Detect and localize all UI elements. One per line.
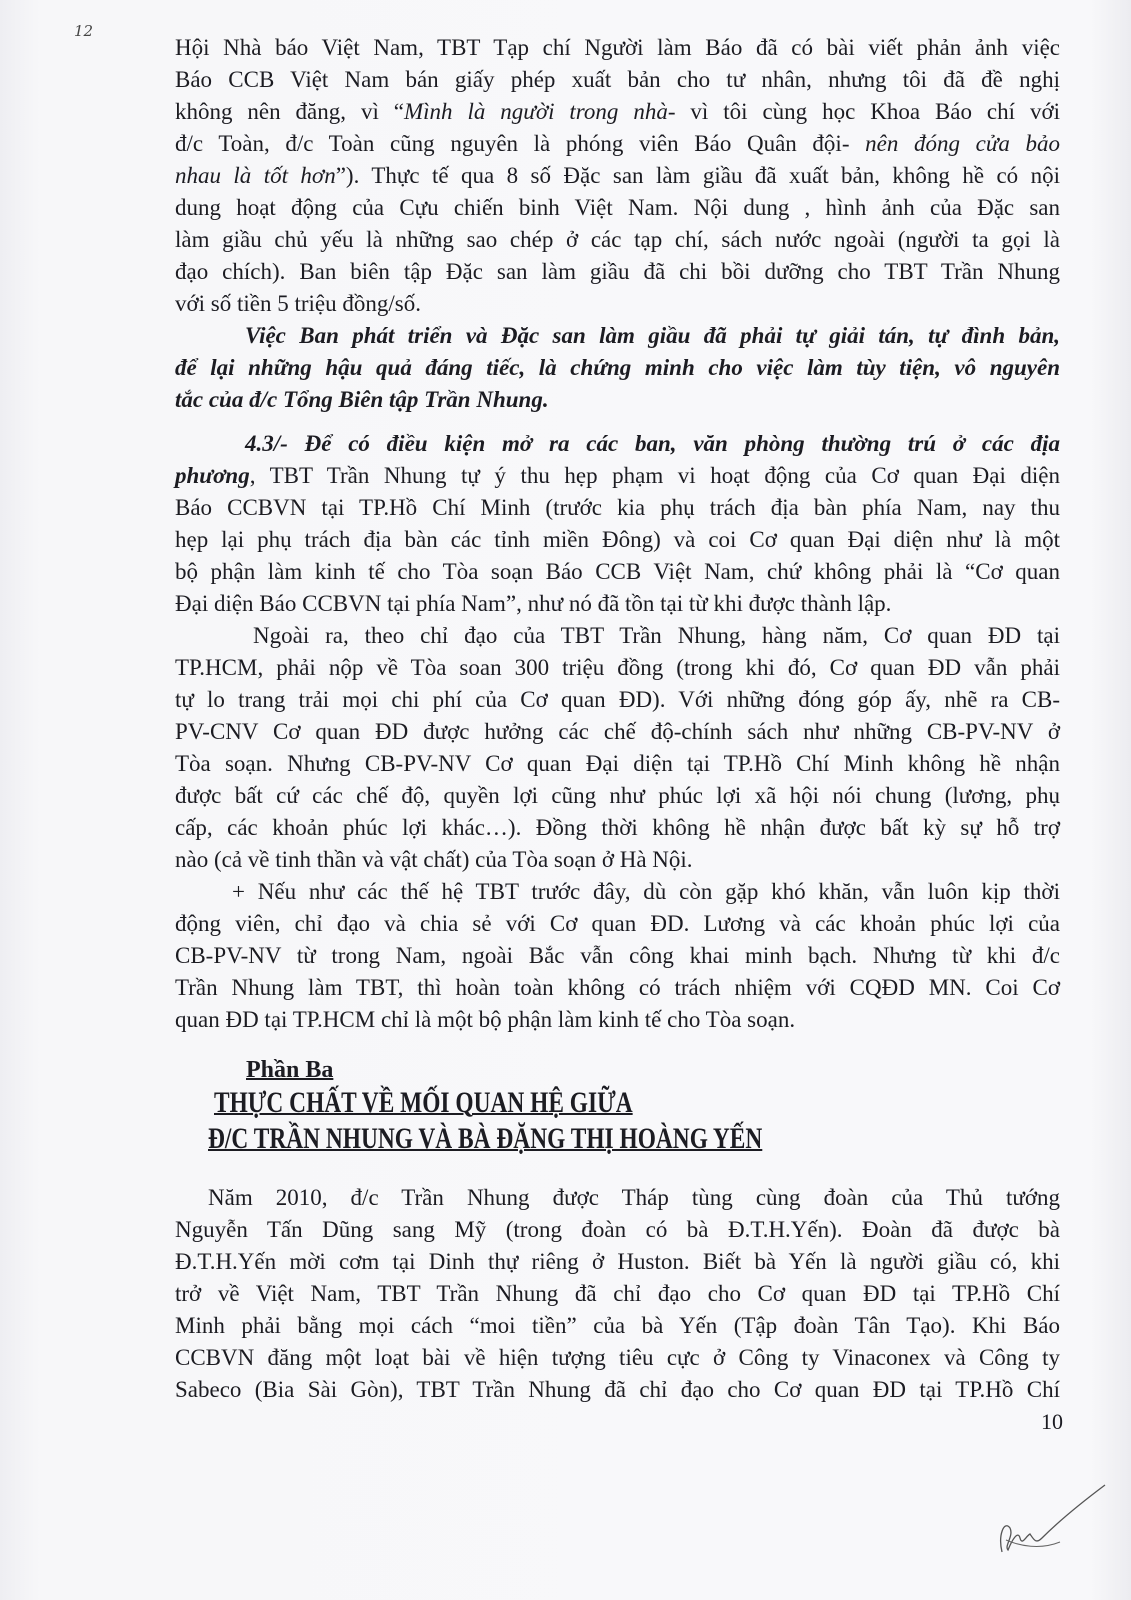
text-segment: - vì tôi cùng học Khoa Báo chí với: [667, 99, 1061, 124]
text-segment: Nguyễn Tấn Dũng sang Mỹ (trong đoàn có bà Đ.T.H.Yến). Đoàn đã được bà: [175, 1217, 1060, 1242]
body-section-4-3: [175, 428, 1060, 1036]
text-line: [175, 96, 1060, 128]
text-line: [175, 128, 1060, 160]
text-line: [175, 288, 1060, 320]
text-line: [175, 320, 1060, 352]
text-segment: không nên đăng, vì “: [175, 99, 404, 124]
handwritten-page-mark: 12: [74, 22, 94, 40]
text-segment: động viên, chỉ đạo và chia sẻ với Cơ quan ĐD. Lương và các khoản phúc lợi của: [175, 911, 1060, 936]
paragraph: [175, 320, 1060, 416]
text-line: [175, 748, 1060, 780]
text-segment: CB-PV-NV từ trong Nam, ngoài Bắc vẫn công khai minh bạch. Nhưng từ khi đ/c: [175, 943, 1060, 968]
text-line: [175, 492, 1060, 524]
text-line: [175, 192, 1060, 224]
text-segment: Trần Nhung làm TBT, thì hoàn toàn không có trách nhiệm với CQĐD MN. Coi Cơ: [175, 975, 1060, 1000]
paragraph: [175, 876, 1060, 1036]
text-line: [175, 524, 1060, 556]
text-segment: Báo CCBVN tại TP.Hồ Chí Minh (trước kia phụ trách địa bàn phía Nam, nay thu: [175, 495, 1060, 520]
text-segment: với số tiền 5 triệu đồng/số.: [175, 291, 421, 316]
text-line: [175, 876, 1060, 908]
text-line: [175, 224, 1060, 256]
text-line: [175, 556, 1060, 588]
text-segment: + Nếu như các thế hệ TBT trước đây, dù còn gặp khó khăn, vẫn luôn kịp thời: [232, 879, 1060, 904]
paragraph: [175, 620, 1060, 876]
part-title-line-2: Đ/C TRẦN NHUNG VÀ BÀ ĐẶNG THỊ HOÀNG YẾN: [208, 1122, 763, 1155]
text-line: [175, 32, 1060, 64]
text-line: [175, 1246, 1060, 1278]
text-segment: dung hoạt động của Cựu chiến binh Việt Nam. Nội dung , hình ảnh của Đặc san: [175, 195, 1060, 220]
emphasized-text: Mình là người trong nhà: [403, 99, 668, 124]
text-segment: hẹp lại phụ trách địa bàn các tỉnh miền Đông) và coi Cơ quan Đại diện như là một: [175, 527, 1060, 552]
text-segment: cấp, các khoản phúc lợi khác…). Đồng thời không hề nhận được bất kỳ sự hỗ trợ: [175, 815, 1060, 840]
text-line: [175, 652, 1060, 684]
text-segment: được bất cứ các chế độ, quyền lợi cũng như phúc lợi xã hội nói chung (lương, phụ: [175, 783, 1060, 808]
text-line: [175, 160, 1060, 192]
text-segment: Đ.T.H.Yến mời cơm tại Dinh thự riêng ở Huston. Biết bà Yến là người giầu có, khi: [175, 1249, 1060, 1274]
text-segment: , TBT Trần Nhung tự ý thu hẹp phạm vi hoạt động của Cơ quan Đại diện: [249, 463, 1060, 488]
text-segment: Hội Nhà báo Việt Nam, TBT Tạp chí Người làm Báo đã có bài viết phản ảnh việc: [175, 35, 1060, 60]
text-line: [175, 812, 1060, 844]
text-segment: Năm 2010, đ/c Trần Nhung được Tháp tùng cùng đoàn của Thủ tướng: [208, 1185, 1060, 1210]
text-segment: quan ĐD tại TP.HCM chỉ là một bộ phận làm kinh tế cho Tòa soạn.: [175, 1007, 796, 1032]
text-line: [175, 1374, 1060, 1406]
emphasized-text: 4.3/- Để có điều kiện mở ra các ban, văn phòng thường trú ở các địa: [245, 431, 1060, 456]
page-number: 10: [1041, 1409, 1063, 1434]
emphasized-text: nên đóng cửa bảo: [865, 131, 1061, 156]
text-segment: CCBVN đăng một loạt bài về hiện tượng tiêu cực ở Công ty Vinaconex và Công ty: [175, 1345, 1060, 1370]
text-line: [175, 428, 1060, 460]
text-segment: ”). Thực tế qua 8 số Đặc san làm giầu đã xuất bản, không hề có nội: [335, 163, 1060, 188]
text-segment: Minh phải bằng mọi cách “moi tiền” của bà Yến (Tập đoàn Tân Tạo). Khi Báo: [175, 1313, 1060, 1338]
text-line: [175, 716, 1060, 748]
text-line: [175, 908, 1060, 940]
text-line: [175, 844, 1060, 876]
text-line: [175, 460, 1060, 492]
text-segment: Sabeco (Bia Sài Gòn), TBT Trần Nhung đã chỉ đạo cho Cơ quan ĐD tại TP.Hồ Chí: [175, 1377, 1060, 1402]
text-line: [175, 384, 1060, 416]
text-line: [175, 352, 1060, 384]
text-line: [175, 256, 1060, 288]
text-line: [175, 1182, 1060, 1214]
text-line: [175, 620, 1060, 652]
text-segment: bộ phận làm kinh tế cho Tòa soạn Báo CCB Việt Nam, chứ không phải là “Cơ quan: [175, 559, 1060, 584]
text-line: [175, 1214, 1060, 1246]
text-segment: đ/c Toàn, đ/c Toàn cũng nguyên là phóng viên Báo Quân đội-: [175, 131, 866, 156]
text-line: [175, 684, 1060, 716]
handwritten-signature: [990, 1480, 1110, 1560]
text-line: [175, 1310, 1060, 1342]
text-segment: Báo CCB Việt Nam bán giấy phép xuất bản cho tư nhân, nhưng tôi đã đề nghị: [175, 67, 1060, 92]
text-segment: Tòa soạn. Nhưng CB-PV-NV Cơ quan Đại diện tại TP.Hồ Chí Minh không hề nhận: [175, 751, 1060, 776]
text-segment: PV-CNV Cơ quan ĐD được hưởng các chế độ-chính sách như những CB-PV-NV ở: [175, 719, 1060, 744]
emphasized-text: phương: [175, 463, 250, 488]
body-section-part-two-end: [175, 32, 1060, 416]
text-segment: TP.HCM, phải nộp về Tòa soan 300 triệu đồng (trong khi đó, Cơ quan ĐD vẫn phải: [175, 655, 1060, 680]
emphasized-text: để lại những hậu quả đáng tiếc, là chứng minh cho việc làm tùy tiện, vô nguyên: [175, 355, 1060, 380]
text-segment: Ngoài ra, theo chỉ đạo của TBT Trần Nhung, hàng năm, Cơ quan ĐD tại: [253, 623, 1060, 648]
text-line: [175, 64, 1060, 96]
text-line: [175, 1342, 1060, 1374]
part-title-line-1: THỰC CHẤT VỀ MỐI QUAN HỆ GIỮA: [214, 1086, 633, 1119]
paragraph: [175, 32, 1060, 320]
body-section-part-three: [175, 1182, 1060, 1406]
text-line: [175, 780, 1060, 812]
emphasized-text: Việc Ban phát triển và Đặc san làm giầu đã phải tự giải tán, tự đình bản,: [245, 323, 1060, 348]
text-segment: làm giầu chủ yếu là những sao chép ở các tạp chí, sách nước ngoài (người ta gọi là: [175, 227, 1060, 252]
paragraph: [175, 428, 1060, 620]
text-segment: nào (cả về tinh thần và vật chất) của Tòa soạn ở Hà Nội.: [175, 847, 693, 872]
text-line: [175, 588, 1060, 620]
text-line: [175, 940, 1060, 972]
text-segment: tự lo trang trải mọi chi phí của Cơ quan ĐD). Với những đóng góp ấy, nhẽ ra CB-: [175, 687, 1060, 712]
text-line: [175, 972, 1060, 1004]
text-segment: Đại diện Báo CCBVN tại phía Nam”, như nó đã tồn tại từ khi được thành lập.: [175, 591, 892, 616]
emphasized-text: nhau là tốt hơn: [175, 163, 336, 188]
emphasized-text: tắc của đ/c Tổng Biên tập Trần Nhung.: [175, 387, 549, 412]
paragraph: [175, 1182, 1060, 1406]
text-segment: đạo chích). Ban biên tập Đặc san làm giầu đã chi bồi dưỡng cho TBT Trần Nhung: [175, 259, 1060, 284]
text-line: [175, 1004, 1060, 1036]
text-segment: trở về Việt Nam, TBT Trần Nhung đã chỉ đạo cho Cơ quan ĐD tại TP.Hồ Chí: [175, 1281, 1060, 1306]
text-line: [175, 1278, 1060, 1310]
part-heading: Phần Ba: [246, 1057, 334, 1083]
